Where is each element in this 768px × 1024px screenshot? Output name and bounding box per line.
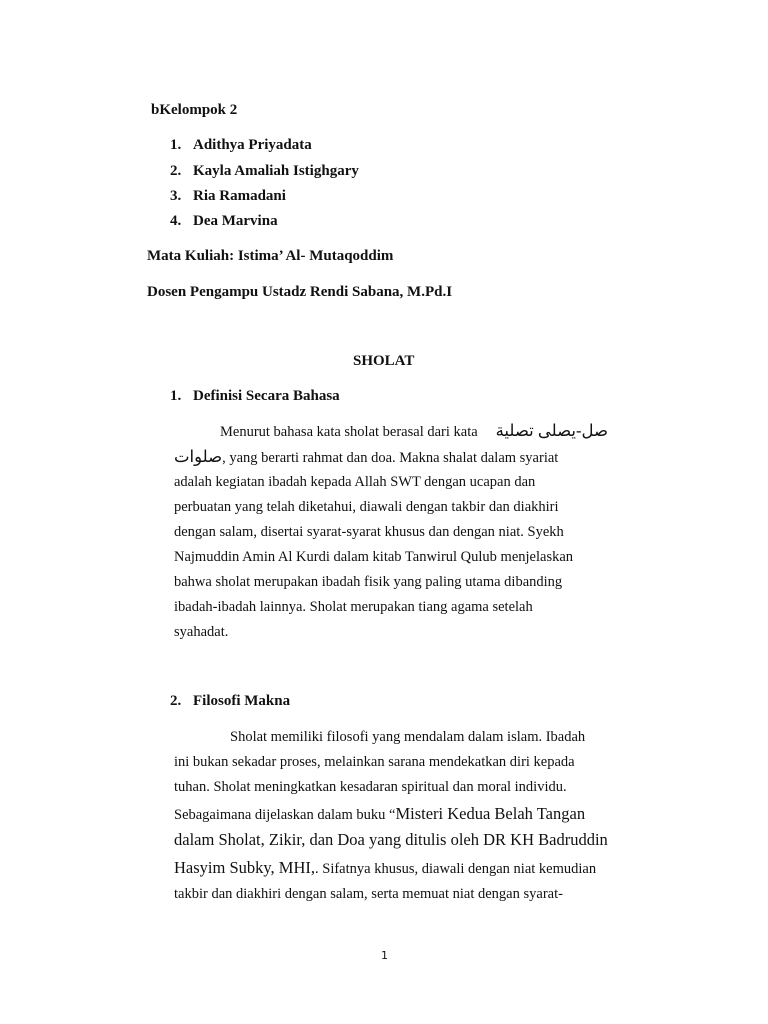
arabic-text: صل-يصلى تصلية bbox=[495, 421, 608, 440]
member-name: Kayla Amaliah Istighgary bbox=[193, 163, 359, 179]
member-name: Ria Ramadani bbox=[193, 188, 286, 204]
paragraph-line bbox=[174, 447, 558, 467]
section-heading: Filosofi Makna bbox=[193, 693, 291, 709]
author-name: Hasyim Subky, MHI, bbox=[174, 858, 316, 877]
paragraph-text: . Sifatnya khusus, diawali dengan niat kemudian bbox=[315, 861, 597, 877]
paragraph-line: bahwa sholat merupakan ibadah fisik yang paling utama dibanding bbox=[174, 574, 563, 590]
member-number: 4. bbox=[170, 213, 182, 229]
paragraph-line: Sholat memiliki filosofi yang mendalam dalam islam. Ibadah bbox=[230, 729, 586, 745]
member-number: 3. bbox=[170, 188, 182, 204]
paragraph-line: Menurut bahasa kata sholat berasal dari kata bbox=[220, 424, 478, 440]
paragraph-line bbox=[174, 804, 585, 824]
paragraph-line: adalah kegiatan ibadah kepada Allah SWT dengan ucapan dan bbox=[174, 474, 536, 490]
paragraph-text: Sebagaimana dijelaskan dalam buku “ bbox=[174, 807, 396, 823]
arabic-text: صلوات bbox=[174, 447, 223, 466]
paragraph-line: ini bukan sekadar proses, melainkan sarana mendekatkan diri kepada bbox=[174, 754, 575, 770]
book-title: dalam Sholat, Zikir, dan Doa yang ditulis oleh DR KH Badruddin bbox=[174, 830, 608, 849]
member-number: 2. bbox=[170, 163, 182, 179]
paragraph-line: tuhan. Sholat meningkatkan kesadaran spiritual dan moral individu. bbox=[174, 779, 567, 795]
paragraph-line: Najmuddin Amin Al Kurdi dalam kitab Tanwirul Qulub menjelaskan bbox=[174, 549, 574, 565]
section-heading: Definisi Secara Bahasa bbox=[193, 388, 340, 404]
section-number: 1. bbox=[170, 388, 182, 404]
paragraph-line: perbuatan yang telah diketahui, diawali dengan takbir dan diakhiri bbox=[174, 499, 559, 515]
page-number: 1 bbox=[381, 949, 388, 962]
member-number: 1. bbox=[170, 137, 182, 153]
document-title: SHOLAT bbox=[353, 353, 415, 369]
book-title: Misteri Kedua Belah Tangan bbox=[395, 804, 586, 823]
paragraph-line: syahadat. bbox=[174, 624, 229, 640]
lecturer-name: Dosen Pengampu Ustadz Rendi Sabana, M.Pd.I bbox=[147, 284, 453, 300]
member-name: Dea Marvina bbox=[193, 213, 278, 229]
paragraph-line: takbir dan diakhiri dengan salam, serta memuat niat dengan syarat- bbox=[174, 886, 563, 902]
paragraph-line: dengan salam, disertai syarat-syarat khusus dan dengan niat. Syekh bbox=[174, 524, 564, 540]
paragraph-text: , yang berarti rahmat dan doa. Makna shalat dalam syariat bbox=[222, 450, 559, 466]
group-title: bKelompok 2 bbox=[151, 102, 238, 118]
course-name: Mata Kuliah: Istima’ Al- Mutaqoddim bbox=[147, 248, 394, 264]
paragraph-line: ibadah-ibadah lainnya. Sholat merupakan tiang agama setelah bbox=[174, 599, 533, 615]
section-number: 2. bbox=[170, 693, 182, 709]
member-name: Adithya Priyadata bbox=[193, 137, 312, 153]
paragraph-line bbox=[174, 858, 596, 878]
